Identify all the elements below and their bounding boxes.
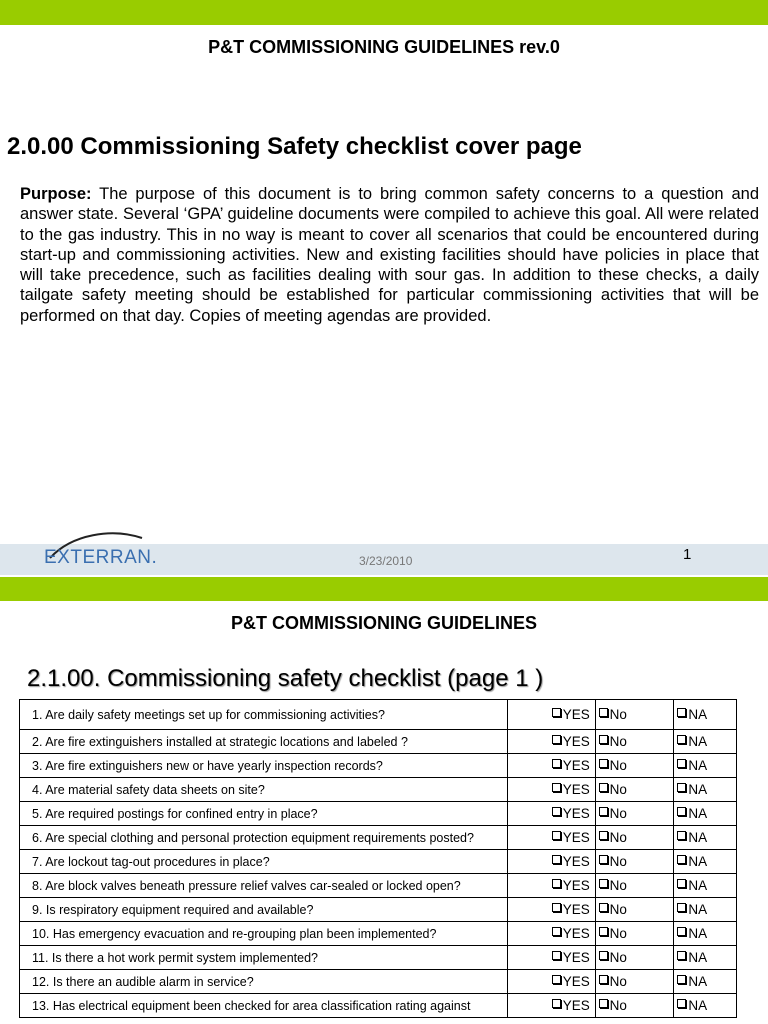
checkbox-icon (677, 927, 686, 936)
checkbox-na[interactable] (674, 850, 737, 874)
checkbox-icon (677, 807, 686, 816)
checkbox-icon (677, 999, 686, 1008)
checkbox-yes[interactable] (507, 802, 595, 826)
checklist-question: 9. Is respiratory equipment required and available? (20, 898, 508, 922)
checkbox-no[interactable] (595, 778, 674, 802)
checkbox-na[interactable] (674, 994, 737, 1018)
checkbox-yes[interactable] (507, 850, 595, 874)
checkbox-label: NA (688, 998, 708, 1013)
table-row (20, 730, 737, 754)
purpose-text: The purpose of this document is to bring common safety concerns to a question and answer state. Several ‘GPA’ guideline documents were compiled to achieve this goal. All were related to the gas industry. This in no way is meant to cover all scenarios that could be encountered during start-up and commissioning activities. New and existing facilities should have policies in place that will take precedence, such as facilities dealing with sour gas. In addition to these checks, a daily tailgate safety meeting should be established for particular commissioning activities that will be performed on that day. Copies of meeting agendas are provided. (20, 185, 759, 325)
checkbox-icon (599, 903, 608, 912)
checkbox-yes[interactable] (507, 826, 595, 850)
checkbox-label: No (609, 950, 627, 965)
checkbox-yes[interactable] (507, 922, 595, 946)
checkbox-label: No (609, 707, 627, 722)
footer-date: 3/23/2010 (359, 554, 413, 568)
checkbox-na[interactable] (674, 754, 737, 778)
checkbox-icon (677, 783, 686, 792)
checkbox-label: No (609, 854, 627, 869)
checkbox-yes[interactable] (507, 778, 595, 802)
checklist-question: 13. Has electrical equipment been checked for area classification rating against (20, 994, 508, 1018)
page-title: P&T COMMISSIONING GUIDELINES rev.0 (208, 37, 560, 57)
checkbox-label: YES (562, 878, 590, 893)
checkbox-label: No (609, 758, 627, 773)
checkbox-label: YES (562, 926, 590, 941)
checkbox-na[interactable] (674, 970, 737, 994)
checkbox-icon (599, 783, 608, 792)
checkbox-label: YES (562, 707, 590, 722)
checkbox-icon (677, 708, 686, 717)
purpose-paragraph (20, 184, 759, 326)
table-row (20, 700, 737, 730)
table-row (20, 898, 737, 922)
checkbox-icon (677, 735, 686, 744)
checkbox-icon (599, 807, 608, 816)
checklist-question: 5. Are required postings for confined entry in place? (20, 802, 508, 826)
checkbox-label: NA (688, 974, 708, 989)
checkbox-no[interactable] (595, 730, 674, 754)
checkbox-icon (552, 951, 561, 960)
checkbox-icon (552, 759, 561, 768)
checkbox-icon (552, 831, 561, 840)
checkbox-icon (599, 999, 608, 1008)
table-row (20, 994, 737, 1018)
checkbox-na[interactable] (674, 730, 737, 754)
checkbox-icon (677, 831, 686, 840)
table-row (20, 946, 737, 970)
checkbox-icon (599, 708, 608, 717)
checkbox-yes[interactable] (507, 874, 595, 898)
checkbox-label: No (609, 878, 627, 893)
checkbox-label: YES (562, 734, 590, 749)
table-row (20, 802, 737, 826)
checkbox-icon (552, 708, 561, 717)
checkbox-na[interactable] (674, 700, 737, 730)
checkbox-label: No (609, 926, 627, 941)
checkbox-label: NA (688, 830, 708, 845)
page-number: 1 (683, 546, 692, 563)
checklist-question: 11. Is there a hot work permit system implemented? (20, 946, 508, 970)
checkbox-label: No (609, 734, 627, 749)
checkbox-label: YES (562, 950, 590, 965)
checkbox-icon (552, 927, 561, 936)
checkbox-label: No (609, 974, 627, 989)
checkbox-icon (552, 807, 561, 816)
checkbox-label: NA (688, 806, 708, 821)
checkbox-icon (677, 855, 686, 864)
checkbox-label: YES (562, 830, 590, 845)
checkbox-yes[interactable] (507, 994, 595, 1018)
checkbox-label: No (609, 806, 627, 821)
safety-checklist-table (19, 699, 737, 1018)
checkbox-icon (599, 951, 608, 960)
checkbox-no[interactable] (595, 946, 674, 970)
checklist-question: 3. Are fire extinguishers new or have yearly inspection records? (20, 754, 508, 778)
checkbox-no[interactable] (595, 754, 674, 778)
section-heading: 2.0.00 Commissioning Safety checklist cover page (7, 133, 582, 160)
checkbox-na[interactable] (674, 898, 737, 922)
checklist-question: 4. Are material safety data sheets on site? (20, 778, 508, 802)
checkbox-no[interactable] (595, 700, 674, 730)
checklist-question: 8. Are block valves beneath pressure relief valves car-sealed or locked open? (20, 874, 508, 898)
checkbox-no[interactable] (595, 850, 674, 874)
checkbox-no[interactable] (595, 970, 674, 994)
checkbox-label: No (609, 902, 627, 917)
checkbox-label: YES (562, 782, 590, 797)
checkbox-no[interactable] (595, 922, 674, 946)
checkbox-icon (677, 975, 686, 984)
checkbox-label: NA (688, 734, 708, 749)
table-row (20, 826, 737, 850)
checkbox-icon (552, 903, 561, 912)
checkbox-label: No (609, 782, 627, 797)
checkbox-yes[interactable] (507, 700, 595, 730)
checkbox-icon (599, 975, 608, 984)
table-row (20, 778, 737, 802)
checkbox-icon (552, 783, 561, 792)
checklist-question: 1. Are daily safety meetings set up for commissioning activities? (20, 700, 508, 730)
checkbox-na[interactable] (674, 802, 737, 826)
checkbox-icon (599, 855, 608, 864)
checkbox-icon (677, 879, 686, 888)
checkbox-label: YES (562, 854, 590, 869)
checkbox-label: NA (688, 878, 708, 893)
checklist-heading: 2.1.00. Commissioning safety checklist (page 1 ) (27, 665, 544, 692)
checkbox-na[interactable] (674, 778, 737, 802)
checkbox-na[interactable] (674, 874, 737, 898)
checkbox-no[interactable] (595, 826, 674, 850)
checkbox-label: No (609, 998, 627, 1013)
checkbox-na[interactable] (674, 826, 737, 850)
checkbox-label: YES (562, 902, 590, 917)
checkbox-no[interactable] (595, 874, 674, 898)
checkbox-yes[interactable] (507, 970, 595, 994)
checkbox-icon (677, 951, 686, 960)
page2-title: P&T COMMISSIONING GUIDELINES (230, 613, 538, 633)
checklist-question: 6. Are special clothing and personal protection equipment requirements posted? (20, 826, 508, 850)
table-row (20, 874, 737, 898)
table-row (20, 970, 737, 994)
checkbox-icon (552, 855, 561, 864)
checkbox-label: YES (562, 758, 590, 773)
purpose-label: Purpose: (20, 185, 92, 203)
checkbox-icon (599, 759, 608, 768)
separator-accent-bar (0, 577, 768, 601)
checkbox-icon (552, 879, 561, 888)
exterran-logo: EXTERRAN. (44, 547, 158, 568)
table-row (20, 850, 737, 874)
top-accent-bar (0, 0, 768, 25)
checkbox-icon (552, 999, 561, 1008)
checkbox-label: No (609, 830, 627, 845)
checkbox-yes[interactable] (507, 754, 595, 778)
checkbox-label: YES (562, 806, 590, 821)
table-row (20, 754, 737, 778)
checklist-question: 2. Are fire extinguishers installed at strategic locations and labeled ? (20, 730, 508, 754)
checkbox-icon (599, 927, 608, 936)
checkbox-icon (677, 759, 686, 768)
checkbox-label: NA (688, 782, 708, 797)
table-row (20, 922, 737, 946)
checkbox-no[interactable] (595, 898, 674, 922)
checkbox-icon (552, 735, 561, 744)
checkbox-no[interactable] (595, 802, 674, 826)
checkbox-yes[interactable] (507, 946, 595, 970)
checkbox-no[interactable] (595, 994, 674, 1018)
checkbox-icon (552, 975, 561, 984)
checkbox-label: NA (688, 707, 708, 722)
checkbox-yes[interactable] (507, 730, 595, 754)
checkbox-na[interactable] (674, 946, 737, 970)
checkbox-label: NA (688, 902, 708, 917)
checkbox-label: YES (562, 974, 590, 989)
checkbox-icon (599, 735, 608, 744)
checkbox-label: NA (688, 854, 708, 869)
checkbox-label: YES (562, 998, 590, 1013)
checkbox-icon (599, 831, 608, 840)
checkbox-label: NA (688, 926, 708, 941)
checkbox-icon (599, 879, 608, 888)
checkbox-icon (677, 903, 686, 912)
checklist-question: 7. Are lockout tag-out procedures in place? (20, 850, 508, 874)
checkbox-na[interactable] (674, 922, 737, 946)
checkbox-yes[interactable] (507, 898, 595, 922)
checklist-question: 12. Is there an audible alarm in service? (20, 970, 508, 994)
checkbox-label: NA (688, 758, 708, 773)
checklist-question: 10. Has emergency evacuation and re-grouping plan been implemented? (20, 922, 508, 946)
checkbox-label: NA (688, 950, 708, 965)
